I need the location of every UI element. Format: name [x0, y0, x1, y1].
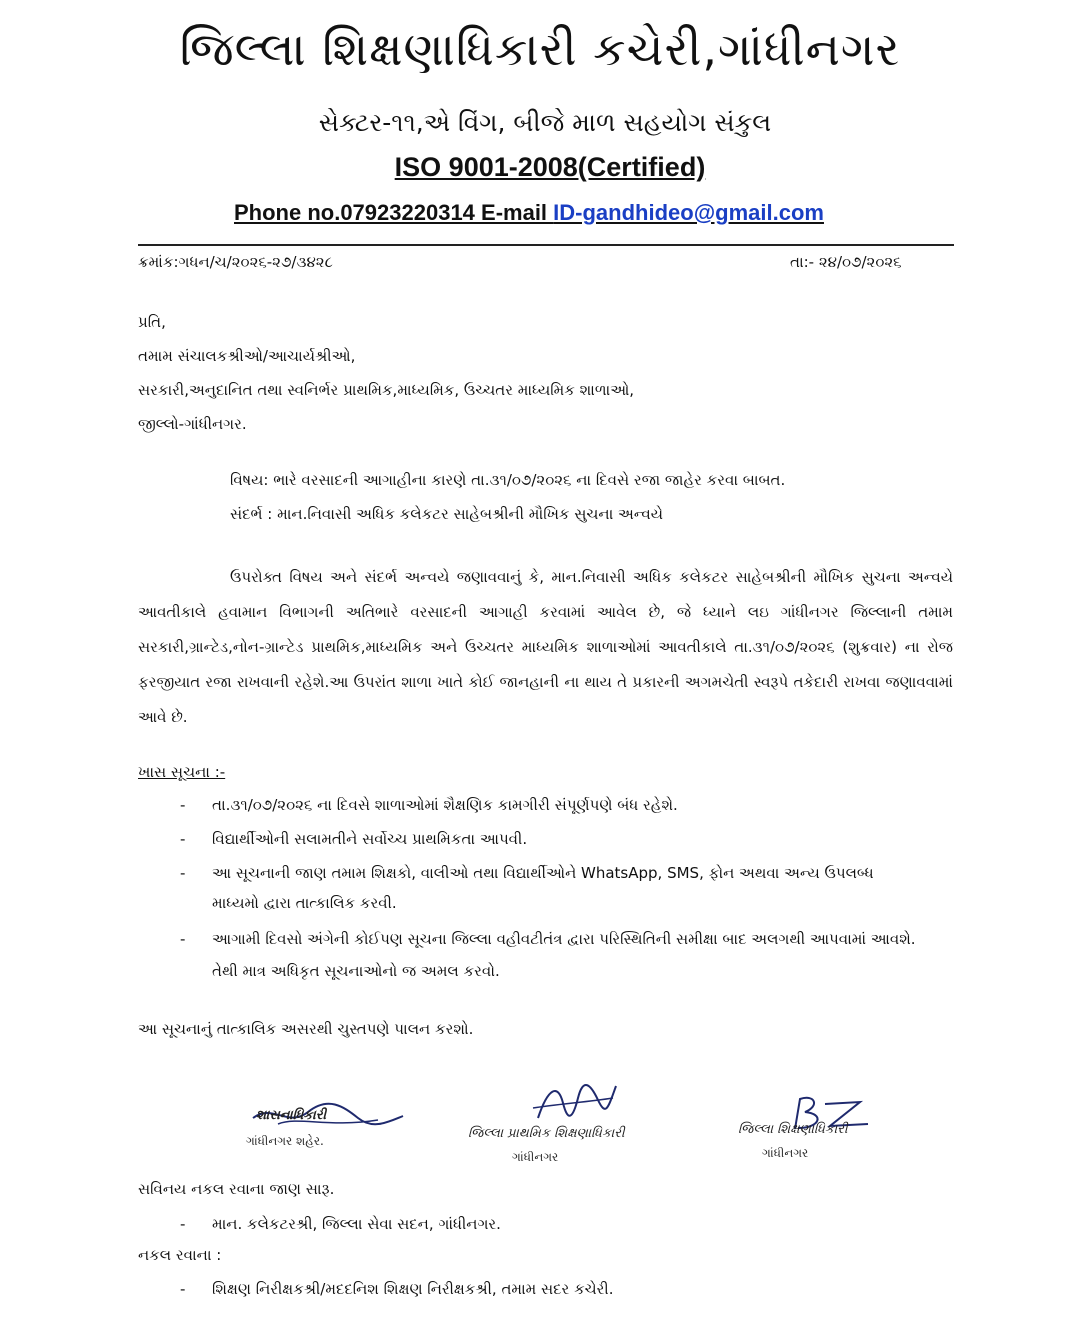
signatory-title-3: જિલ્લા શિક્ષણાધિકારી	[738, 1122, 848, 1137]
forward-item: માન. કલેકટરશ્રી, જિલ્લા સેવા સદન, ગાંધીનગર.	[212, 1215, 501, 1233]
iso-certification: ISO 9001-2008(Certified)	[394, 152, 706, 182]
body-paragraph: ઉપરોક્ત વિષય અને સંદર્ભ અન્વયે જણાવવાનું કે, માન.નિવાસી અધિક કલેકટર સાહેબશ્રીની મૌખિક સુચના અન્વયે આવતીકાલે હવામાન વિભાગની અતિભારે વરસાદની આગાહી કરવામાં આવેલ છે, જે ધ્યાને લઇ ગાંધીનગર જિલ્લાની તમામ સરકારી,ગ્રાન્ટેડ,નોન-ગ્રાન્ટેડ પ્રાથમિક,માધ્યમિક અને ઉચ્ચતર માધ્યમિક શાળાઓમાં આવતીકાલે તા.૩૧/૦૭/૨૦૨૬ (શુક્રવાર) ના રોજ ફરજીયાત રજા રાખવાની રહેશે.આ ઉપરાંત શાળા ખાતે કોઈ જાનહાની ના થાય તે પ્રકારની અગમચેતી સ્વરૂપે તકેદારી રાખવા જણાવવામાં આવે છે.	[138, 568, 953, 726]
reference-line: સંદર્ભ : માન.નિવાસી અધિક કલેકટર સાહેબશ્રીની મૌખિક સુચના અન્વયે	[230, 505, 664, 523]
signatory-place-2: ગાંધીનગર	[512, 1150, 559, 1164]
signature-scribble-2	[528, 1078, 618, 1128]
copy-item: શિક્ષણ નિરીક્ષકશ્રી/મદદનિશ શિક્ષણ નિરીક્ષકશ્રી, તમામ સદર કચેરી.	[212, 1280, 614, 1298]
signatory-place-1: ગાંધીનગર શહેર.	[246, 1134, 324, 1148]
bullet-dash: -	[180, 830, 186, 848]
instruction-item: આ સૂચનાની જાણ તમામ શિક્ષકો, વાલીઓ તથા વિદ્યાર્થીઓને WhatsApp, SMS, ફોન અથવા અન્ય ઉપલબ્ધ	[212, 864, 874, 882]
instructions-heading: ખાસ સૂચના :-	[138, 763, 226, 781]
letter-date: તા:- ૨૪/૦૭/૨૦૨૬	[790, 253, 902, 271]
addressee-line: સરકારી,અનુદાનિત તથા સ્વનિર્ભર પ્રાથમિક,માધ્યમિક, ઉચ્ચતર માધ્યમિક શાળાઓ,	[138, 381, 635, 399]
signatory-title-1: શાસનાધિકારી	[256, 1108, 327, 1123]
office-address: સેક્ટર-૧૧,એ વિંગ, બીજે માળ સહયોગ સંકુલ	[318, 108, 772, 137]
forward-heading: સવિનય નકલ રવાના જાણ સારૂ.	[138, 1180, 335, 1198]
instruction-item: આગામી દિવસો અંગેની કોઈપણ સૂચના જિલ્લા વહીવટીતંત્ર દ્વારા પરિસ્થિતિની સમીક્ષા બાદ અલગથી આપવામાં આવશે.	[212, 930, 916, 948]
bullet-dash: -	[180, 796, 186, 814]
reference-number: ક્રમાંક:ગધન/ચ/૨૦૨૬-૨૭/૩૪૨૮	[138, 253, 333, 271]
copy-heading: નકલ રવાના :	[138, 1246, 222, 1264]
signatory-place-3: ગાંધીનગર	[762, 1146, 809, 1160]
instruction-item: તા.૩૧/૦૭/૨૦૨૬ ના દિવસે શાળાઓમાં શૈક્ષણિક કામગીરી સંપૂર્ણપણે બંધ રહેશે.	[212, 796, 678, 814]
bullet-dash: -	[180, 930, 186, 948]
instruction-item-continued: તેથી માત્ર અધિકૃત સૂચનાઓનો જ અમલ કરવો.	[212, 962, 500, 980]
phone-text: Phone no.07923220314 E-mail	[234, 200, 554, 225]
instruction-item: વિદ્યાર્થીઓની સલામતીને સર્વોચ્ચ પ્રાથમિકતા આપવી.	[212, 830, 528, 848]
contact-line	[234, 200, 824, 226]
office-title: જિલ્લા શિક્ષણાધિકારી કચેરી,ગાંધીનગર	[179, 22, 901, 76]
bullet-dash: -	[180, 1215, 186, 1233]
addressee-line: પ્રતિ,	[138, 313, 166, 331]
bullet-dash: -	[180, 864, 186, 882]
signatory-title-2: જિલ્લા પ્રાથમિક શિક્ષણાધિકારી	[468, 1126, 625, 1141]
header-divider	[138, 244, 954, 246]
email-link[interactable]: ID-gandhideo@gmail.com	[553, 200, 824, 225]
subject-line: વિષય: ભારે વરસાદની આગાહીના કારણે તા.૩૧/૦૭/૨૦૨૬ ના દિવસે રજા જાહેર કરવા બાબત.	[230, 471, 786, 489]
addressee-line: તમામ સંચાલકશ્રીઓ/આચાર્યશ્રીઓ,	[138, 347, 356, 365]
bullet-dash: -	[180, 1280, 186, 1298]
addressee-line: જીલ્લો-ગાંધીનગર.	[138, 415, 247, 433]
closing-line: આ સૂચનાનું તાત્કાલિક અસરથી ચુસ્તપણે પાલન કરશો.	[138, 1020, 474, 1038]
instruction-item-continued: માધ્યમો દ્વારા તાત્કાલિક કરવી.	[212, 894, 397, 912]
